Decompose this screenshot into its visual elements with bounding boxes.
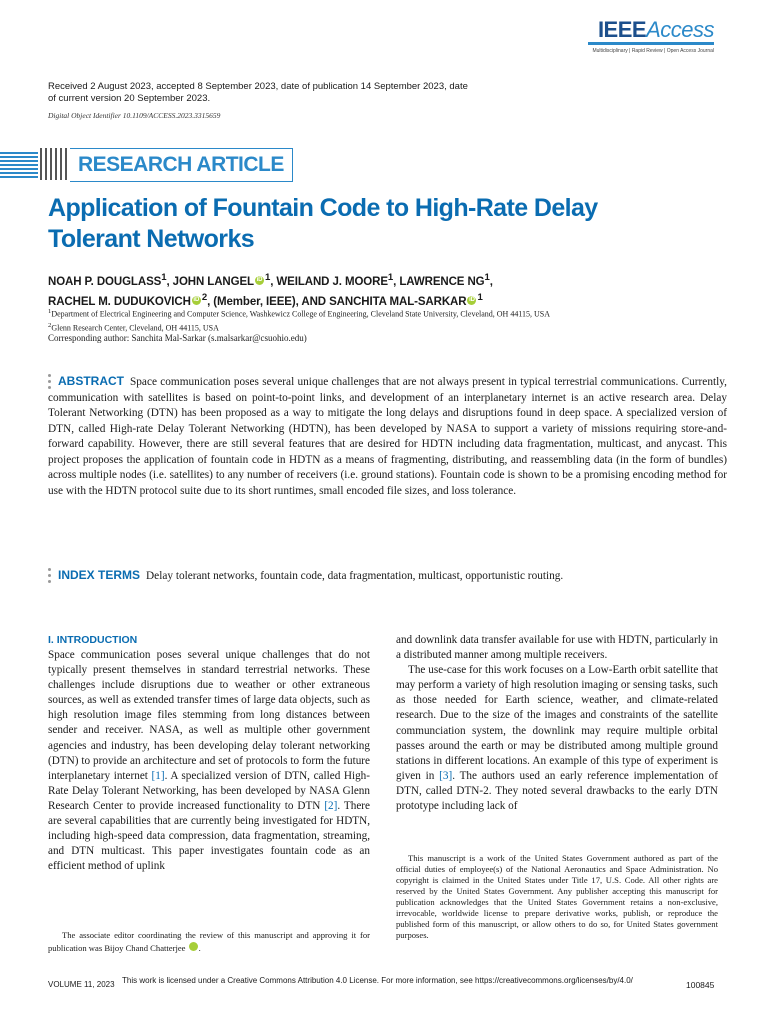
footer-page-number: 100845: [686, 980, 715, 990]
body-paragraph: Space communication poses several unique challenges that do not typically present themselves in standard terrestrial networks. These challenges include disruptions due to weather or other extraneous sources, as well as extended transfer times of large data objects, such as high resolution image files stemming from long distances between sender and receiver. NASA, as well as multiple other government agencies and industry, has been developing delay tolerant networking (DTN) to provide an architecture and set of protocols to form the future interplanetary internet [1]. A specialized version of DTN, called High-Rate Delay Tolerant Networking, has been developed by NASA Glenn Research Center to provide increased functionality to DTN [2]. There are several capabilities that are currently being investigated for HDTN, including high-speed data compression, data fragmentation, streaming, and DTN multicast. This paper investigates fountain code as an efficient method of uplink: [48, 649, 370, 873]
section-heading: I. INTRODUCTION: [48, 634, 138, 646]
article-type-banner: [0, 146, 284, 182]
body-paragraph: The use-case for this work focuses on a Low-Earth orbit satellite that may perform a variety of high resolution imaging or sensing tasks, such as those needed for Earth science, weather, and climate-related research. Due to the size of the images and constraints of the satellite communciation system, the downlink may require multiple orbital passes around the earth or may be distributed among multiple ground stations in different locations. An example of this type of experiment is given in [3]. The authors used an early reference implementation of DTN, called DTN-2. They noted several drawbacks to the early DTN prototype including lack of: [396, 664, 718, 813]
orcid-icon[interactable]: iD: [193, 296, 200, 303]
footer-license[interactable]: This work is licensed under a Creative Commons Attribution 4.0 License. For more information, see https://creativecommons.org/licenses/by/4.0/: [122, 976, 633, 985]
editor-footnote: The associate editor coordinating the review of this manuscript and approving it for publication was Bijoy Chand Chatterjee iD.: [48, 930, 370, 953]
logo-tagline: Multidisciplinary | Rapid Review | Open Access Journal: [592, 48, 714, 54]
affiliation-mark: 1: [477, 291, 483, 303]
abstract: [48, 374, 727, 499]
index-terms-label: INDEX TERMS: [58, 568, 141, 582]
affiliation-1: $^1$Department of Electrical Engineering and Computer Science, Washkewicz College of Engineering, Cleveland State University, Cleveland, OH 44115, USA: [48, 308, 551, 319]
logo-name: Access: [646, 17, 714, 42]
abstract-text: Space communication poses several unique challenges that are not always present in typical terrestrial communications. Currently, communication with satellites is based on point-to-point links, and development of an interplanetary internet is an active research area. Delay Tolerant Networking (DTN) has been proposed as a way to mitigate the long delays and disruptions found in deep space. A specialized version of DTN, called High-rate Delay Tolerant Networking (HDTN), has been developed by NASA to support a variety of missions requiring store-and-forward capability. However, there are still several features that are desired for HDTN including data fragmentation, multicast, and anycast. This project proposes the application of fountain code in HDTN as a means of fragmenting, distributing, and reassembling data (in the form of bundles) across multiple nodes (i.e. satellites) to any number of receivers (i.e. ground stations). Fountain code is shown to be a promising encoding method for use with the HDTN protocol suite due to its short runtimes, small encoded file sizes, and loss tolerance.: [48, 376, 727, 497]
banner-stripes-decoration: [0, 152, 38, 178]
affiliation-2: $^2$Glenn Research Center, Cleveland, OH 44115, USA: [48, 321, 219, 333]
body-column-right: [396, 633, 718, 814]
government-work-footnote: This manuscript is a work of the United States Government authored as part of the official duties of employee(s) of the National Aeronautics and Space Administration. No copyright is claimed in the United States under Title 17, U.S. Code. All other rights are reserved by the United States Government. Any publisher accepting this manuscript for publication acknowledges that the United States Government retains a non-exclusive, irrevocable, worldwide license to prepare derivative works, publish, or reproduce the published form of this manuscript, or allow others to do so, for United States government purposes.: [396, 853, 718, 940]
article-type-label: RESEARCH ARTICLE: [70, 148, 293, 182]
affiliation-mark: 1: [264, 272, 271, 283]
affiliation-mark: 1: [387, 272, 394, 283]
paper-title: Application of Fountain Code to High-Rate Delay Tolerant Networks: [48, 194, 598, 253]
affiliations: [48, 306, 728, 333]
member-note: (Member, IEEE): [213, 295, 296, 308]
author-conjunction: AND: [301, 295, 326, 308]
banner-bars-decoration: [40, 148, 67, 180]
orcid-icon[interactable]: iD: [469, 296, 475, 303]
affiliation-mark: 2: [201, 291, 208, 303]
author-name: RACHEL M. DUDUKOVICH: [48, 295, 191, 308]
affiliation-mark: 1: [161, 272, 167, 283]
author-name: WEILAND J. MOORE: [276, 275, 388, 288]
orcid-icon[interactable]: iD: [256, 276, 263, 283]
footer-volume: VOLUME 11, 2023: [48, 980, 115, 989]
author-name: LAWRENCE NG: [399, 275, 485, 288]
author-list: NOAH P. DOUGLASS$^1$, JOHN LANGEL iD $^1$, WEILAND J. MOORE$^1$, LAWRENCE $NG^1$, RACHEL M. DUDUKOVICH iD $^2$, (Member, IEEE), AND SANCHITA MAL-SARKAR iD $^1$: [48, 272, 493, 308]
author-name: SANCHITA MAL-SARKAR: [329, 295, 467, 308]
author-name: JOHN LANGEL: [172, 275, 254, 288]
logo-brand: IEEE: [597, 17, 647, 42]
publication-dates: Received 2 August 2023, accepted 8 September 2023, date of publication 14 September 2023, date of current version 20 September 2023.: [48, 81, 468, 104]
orcid-icon[interactable]: iD: [189, 942, 198, 951]
journal-logo: [592, 18, 714, 54]
citation-link[interactable]: [2]: [324, 799, 338, 812]
citation-link[interactable]: [1]: [151, 769, 165, 782]
doi: Digital Object Identifier 10.1109/ACCESS.2023.3315659: [48, 111, 221, 120]
body-column-left: [48, 633, 370, 874]
body-paragraph: and downlink data transfer available for use with HDTN, particularly in a distributed manner among multiple receivers.: [396, 634, 718, 662]
index-terms-text: Delay tolerant networks, fountain code, data fragmentation, multicast, opportunistic routing.: [146, 570, 564, 582]
citation-link[interactable]: [3]: [439, 769, 453, 782]
logo-underline: [588, 42, 714, 45]
corresponding-author: Corresponding author: Sanchita Mal-Sarkar (s.malsarkar@csuohio.edu): [48, 333, 307, 343]
affiliation-mark: 1: [484, 272, 490, 283]
author-name: NOAH P. DOUGLASS: [48, 275, 162, 288]
index-terms: [48, 568, 727, 585]
abstract-label: ABSTRACT: [58, 374, 124, 388]
